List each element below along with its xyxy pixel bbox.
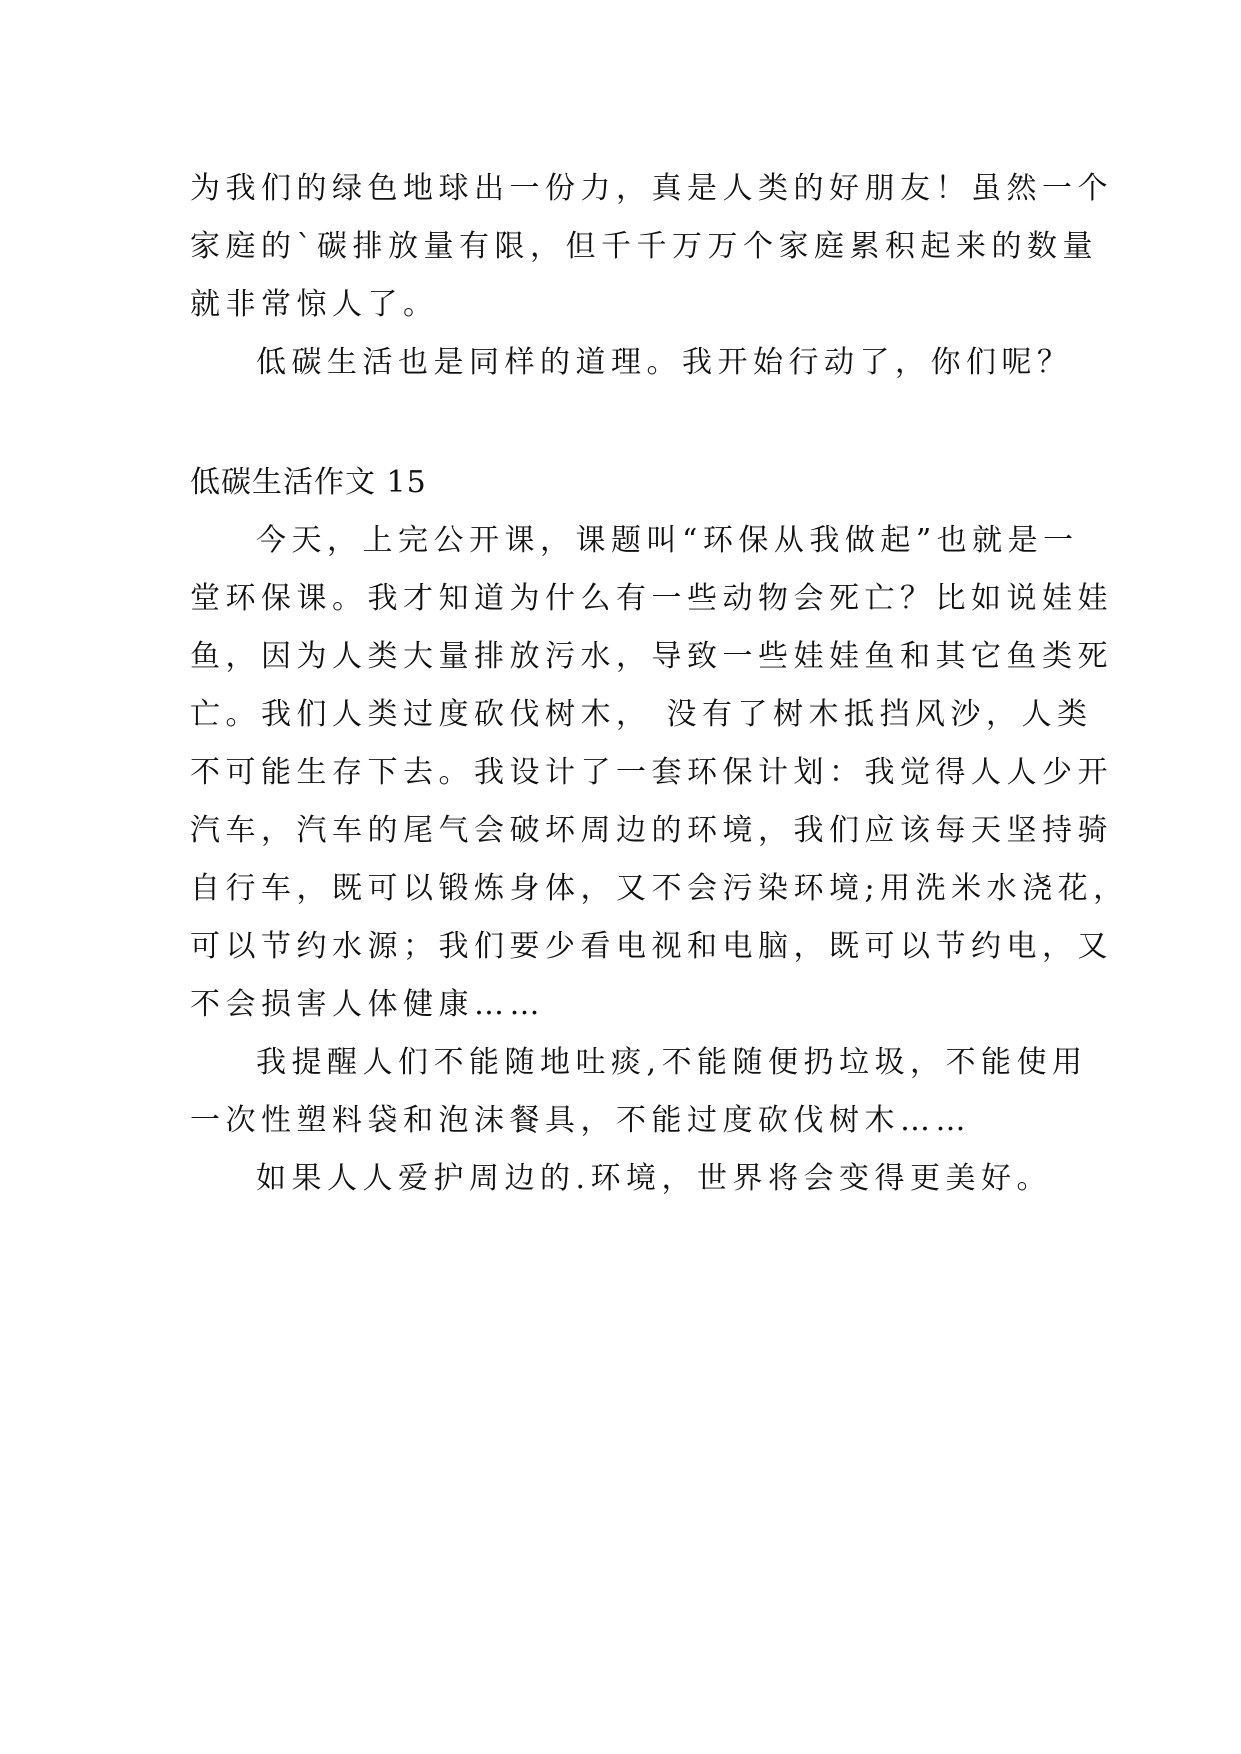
- paragraph-line: 今天，上完公开课，课题叫“环保从我做起”也就是一: [256, 523, 1079, 558]
- paragraph-line: 鱼，因为人类大量排放污水，导致一些娃娃鱼和其它鱼类死: [190, 639, 1113, 674]
- paragraph-line: 如果人人爱护周边的.环境，世界将会变得更美好。: [256, 1161, 1053, 1196]
- paragraph-line: 家庭的`碳排放量有限，但千千万万个家庭累积起来的数量: [190, 229, 1098, 264]
- paragraph-line: 一次性塑料袋和泡沫餐具，不能过度砍伐树木……: [190, 1103, 971, 1138]
- document-page: [190, 160, 1129, 1208]
- section-title: 低碳生活作文 15: [190, 465, 427, 500]
- paragraph-line: 低碳生活也是同样的道理。我开始行动了，你们呢？: [256, 345, 1073, 380]
- paragraph-line: 可以节约水源；我们要少看电视和电脑，既可以节约电，又: [190, 929, 1113, 964]
- paragraph-line: 我提醒人们不能随地吐痰,不能随便扔垃圾，不能使用: [256, 1045, 1088, 1080]
- paragraph-line: 不会损害人体健康……: [190, 987, 545, 1022]
- paragraph-line: 就非常惊人了。: [190, 287, 439, 322]
- paragraph-line: 为我们的绿色地球出一份力，真是人类的好朋友！虽然一个: [190, 171, 1113, 206]
- paragraph-line: 自行车，既可以锻炼身体，又不会污染环境;用洗米水浇花，: [190, 871, 1129, 906]
- paragraph-line: 堂环保课。我才知道为什么有一些动物会死亡？比如说娃娃: [190, 581, 1113, 616]
- paragraph-line: 亡。我们人类过度砍伐树木， 没有了树木抵挡风沙，人类: [190, 697, 1093, 732]
- paragraph-line: 不可能生存下去。我设计了一套环保计划：我觉得人人少开: [190, 755, 1113, 790]
- paragraph-line: 汽车，汽车的尾气会破坏周边的环境，我们应该每天坚持骑: [190, 813, 1113, 848]
